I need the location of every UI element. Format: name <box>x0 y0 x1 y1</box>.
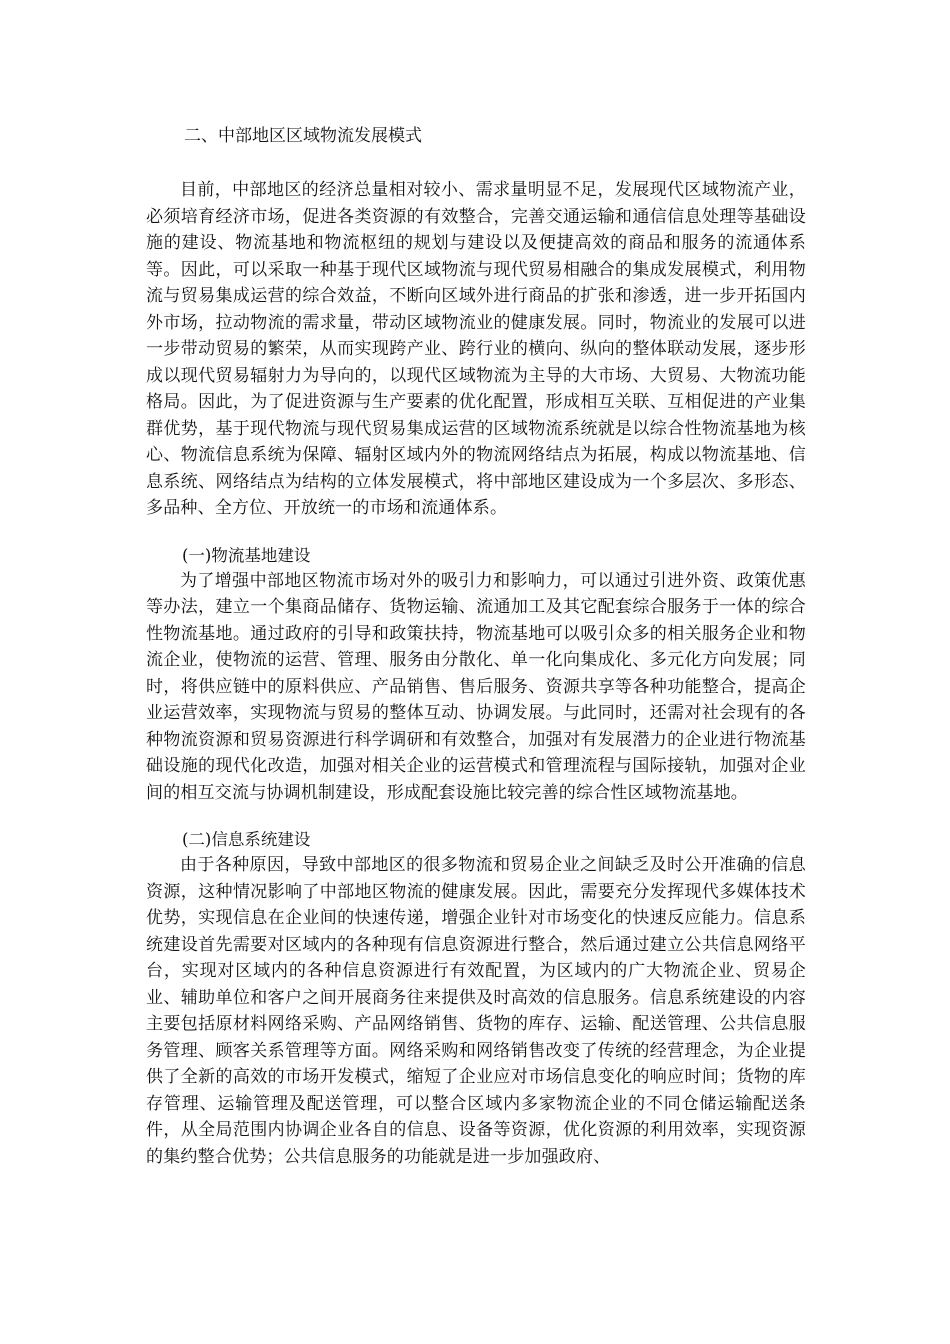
subsection-1-paragraph: 为了增强中部地区物流市场对外的吸引力和影响力，可以通过引进外资、政策优惠等办法，建立一个集商品储存、货物运输、流通加工及其它配套综合服务于一体的综合性物流基地。通过政府的引导和政策扶持，物流基地可以吸引众多的相关服务企业和物流企业，使物流的运营、管理、服务由分散化、单一化向集成化、多元化方向发展；同时，将供应链中的原料供应、产品销售、售后服务、资源共享等各种功能整合，提高企业运营效率，实现物流与贸易的整体互动、协调发展。与此同时，还需对社会现有的各种物流资源和贸易资源进行科学调研和有效整合，加强对有发展潜力的企业进行物流基础设施的现代化改造，加强对相关企业的运营模式和管理流程与国际接轨，加强对企业间的相互交流与协调机制建设，形成配套设施比较完善的综合性区域物流基地。 <box>146 570 806 803</box>
intro-paragraph: 目前，中部地区的经济总量相对较小、需求量明显不足，发展现代区域物流产业，必须培育经济市场，促进各类资源的有效整合，完善交通运输和通信信息处理等基础设施的建设、物流基地和物流枢纽的规划与建设以及便捷高效的商品和服务的流通体系等。因此，可以采取一种基于现代区域物流与现代贸易相融合的集成发展模式，利用物流与贸易集成运营的综合效益，不断向区域外进行商品的扩张和渗透，进一步开拓国内外市场，拉动物流的需求量，带动区域物流业的健康发展。同时，物流业的发展可以进一步带动贸易的繁荣，从而实现跨产业、跨行业的横向、纵向的整体联动发展，逐步形成以现代贸易辐射力为导向的，以现代区域物流为主导的大市场、大贸易、大物流功能格局。因此，为了促进资源与生产要素的优化配置，形成相互关联、互相促进的产业集群优势，基于现代物流与现代贸易集成运营的区域物流系统就是以综合性物流基地为核心、物流信息系统为保障、辐射区域内外的物流网络结点为拓展，构成以物流基地、信息系统、网络结点为结构的立体发展模式，将中部地区建设成为一个多层次、多形态、多品种、全方位、开放统一的市场和流通体系。 <box>146 180 806 518</box>
subsection-2-title: (二)信息系统建设 <box>182 830 311 849</box>
spacer <box>146 522 806 544</box>
spacer <box>146 806 806 828</box>
spacer <box>146 148 806 177</box>
section-heading: 二、中部地区区域物流发展模式 <box>184 126 422 146</box>
subsection-2-paragraph: 由于各种原因，导致中部地区的很多物流和贸易企业之间缺乏及时公开准确的信息资源，这种情况影响了中部地区物流的健康发展。因此，需要充分发挥现代多媒体技术优势，实现信息在企业间的快速传递，增强企业针对市场变化的快速反应能力。信息系统建设首先需要对区域内的各种现有信息资源进行整合，然后通过建立公共信息网络平台，实现对区域内的各种信息资源进行有效配置，为区域内的广大物流企业、贸易企业、辅助单位和客户之间开展商务往来提供及时高效的信息服务。信息系统建设的内容主要包括原材料网络采购、产品网络销售、货物的库存、运输、配送管理、公共信息服务管理、顾客关系管理等方面。网络采购和网络销售改变了传统的经营理念，为企业提供了全新的高效的市场开发模式，缩短了企业应对市场信息变化的响应时间；货物的库存管理、运输管理及配送管理，可以整合区域内多家物流企业的不同仓储运输配送条件，从全局范围内协调企业各自的信息、设备等资源，优化资源的利用效率，实现资源的集约整合优势；公共信息服务的功能就是进一步加强政府、 <box>146 855 806 1167</box>
subsection-1-title: (一)物流基地建设 <box>182 545 311 565</box>
